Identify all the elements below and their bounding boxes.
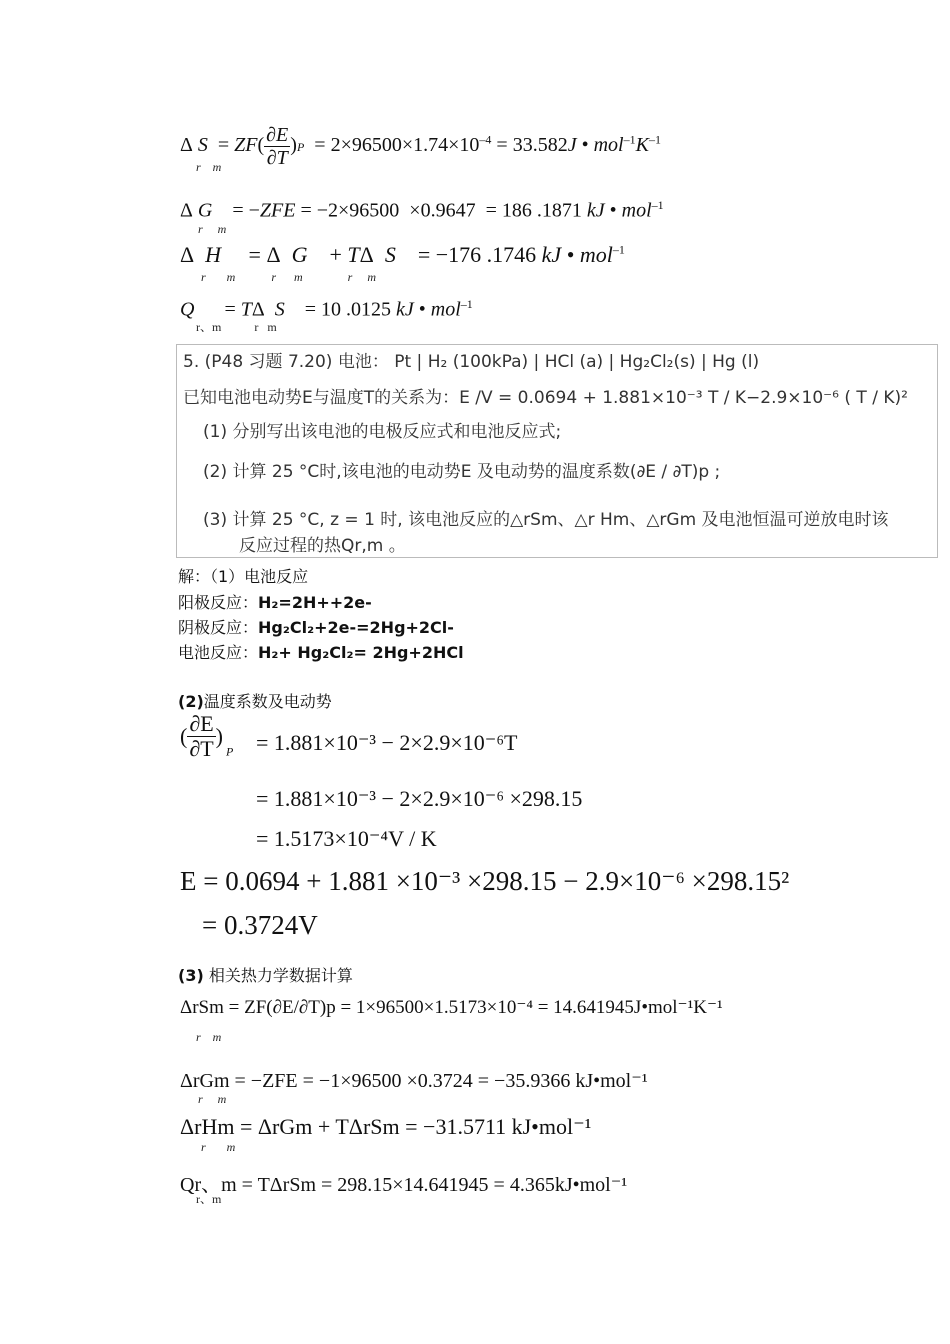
cell-equation: H₂+ Hg₂Cl₂= 2Hg+2HCl	[258, 643, 464, 662]
part1-eq1-text	[0, 0, 1, 1]
temp-coefficient-line-1: = 1.881×10⁻³ − 2×2.9×10⁻⁶T	[256, 730, 518, 755]
part1-eq4-text	[0, 0, 1, 1]
cathode-label: 阴极反应：	[178, 618, 259, 637]
gibbs-equation-1: Δ G = −ZFE = −2×96500 ×0.9647 = 186 .1871 kJ • mol$^{-1}$	[180, 198, 664, 222]
cathode-equation: Hg₂Cl₂+2e-=2Hg+2Cl-	[258, 618, 454, 637]
entropy-equation-1: Δ S = ZF( $\frac{\partial E}{\partial T}$ )$P = 2\times 96500\times 1.74\times 10^{-4} = 33.582J$ • $mol^{-1}K^{-1}$	[180, 124, 661, 169]
entropy-equation-2: ΔrSm = ZF(∂E/∂T)p = 1×96500×1.5173×10⁻⁴ = 14.641945J•mol⁻¹K⁻¹	[180, 997, 723, 1018]
anode-equation: H₂=2H++2e-	[258, 593, 372, 612]
part3-number: (3)	[178, 966, 204, 985]
temp-coefficient-result: = 1.5173×10⁻⁴V / K	[256, 826, 437, 851]
solution-heading: 解：（1）电池反应	[178, 567, 309, 586]
part2-number: (2)	[178, 692, 204, 711]
anode-reaction	[178, 590, 372, 613]
problem-question-1: (1) 分别写出该电池的电极反应式和电池反应式;	[203, 422, 562, 442]
part2-title: 温度系数及电动势	[203, 692, 332, 711]
enthalpy-equation-2: ΔrHm = ΔrGm + TΔrSm = −31.5711 kJ•mol⁻¹	[180, 1114, 592, 1139]
problem-statement-box	[176, 344, 938, 558]
heat-equation-1: Q = TΔ S = 10 .0125 kJ • mol$^{-1}$	[180, 297, 473, 321]
part2-heading	[178, 689, 332, 712]
problem-question-2: (2) 计算 25 °C时,该电池的电动势E 及电动势的温度系数(∂E / ∂T)p ;	[203, 462, 721, 482]
cell-reaction	[178, 640, 464, 663]
cathode-reaction	[178, 615, 454, 638]
anode-label: 阳极反应：	[178, 593, 259, 612]
part3-heading	[178, 963, 353, 986]
problem-title: 5. (P48 习题 7.20) 电池： Pt | H₂ (100kPa) | HCl (a) | Hg₂Cl₂(s) | Hg (l)	[183, 352, 760, 372]
temp-coefficient-lhs: ( $\frac{\partial E}{\partial T}$ ) $_P$	[180, 711, 234, 762]
part1-eq3-text	[0, 0, 1, 1]
heat-equation-2: Qr、m = TΔrSm = 298.15×14.641945 = 4.365kJ•mol⁻¹	[180, 1174, 628, 1196]
temp-coefficient-line-2: = 1.881×10⁻³ − 2×2.9×10⁻⁶ ×298.15	[256, 786, 583, 811]
emf-equation: E = 0.0694 + 1.881 ×10⁻³ ×298.15 − 2.9×10⁻⁶ ×298.15²	[180, 866, 790, 896]
gibbs-equation-2: ΔrGm = −ZFE = −1×96500 ×0.3724 = −35.9366 kJ•mol⁻¹	[180, 1070, 648, 1092]
part1-eq2-text	[0, 0, 1, 1]
problem-question-3: (3) 计算 25 °C, z = 1 时, 该电池反应的△rSm、△r Hm、△rGm 及电池恒温可逆放电时该	[203, 510, 889, 530]
problem-given: 已知电池电动势E与温度T的关系为：E /V = 0.0694 + 1.881×10⁻³ T / K−2.9×10⁻⁶ ( T / K)²	[183, 388, 908, 408]
emf-result: = 0.3724V	[202, 910, 318, 940]
problem-question-3-cont: 反应过程的热Qr,m 。	[239, 536, 406, 556]
enthalpy-equation-1: Δ H = Δ G + TΔ S = −176 .1746 kJ • mol$^{-1}$	[180, 242, 625, 267]
cell-label: 电池反应：	[178, 643, 259, 662]
part3-title: 相关热力学数据计算	[208, 966, 353, 985]
